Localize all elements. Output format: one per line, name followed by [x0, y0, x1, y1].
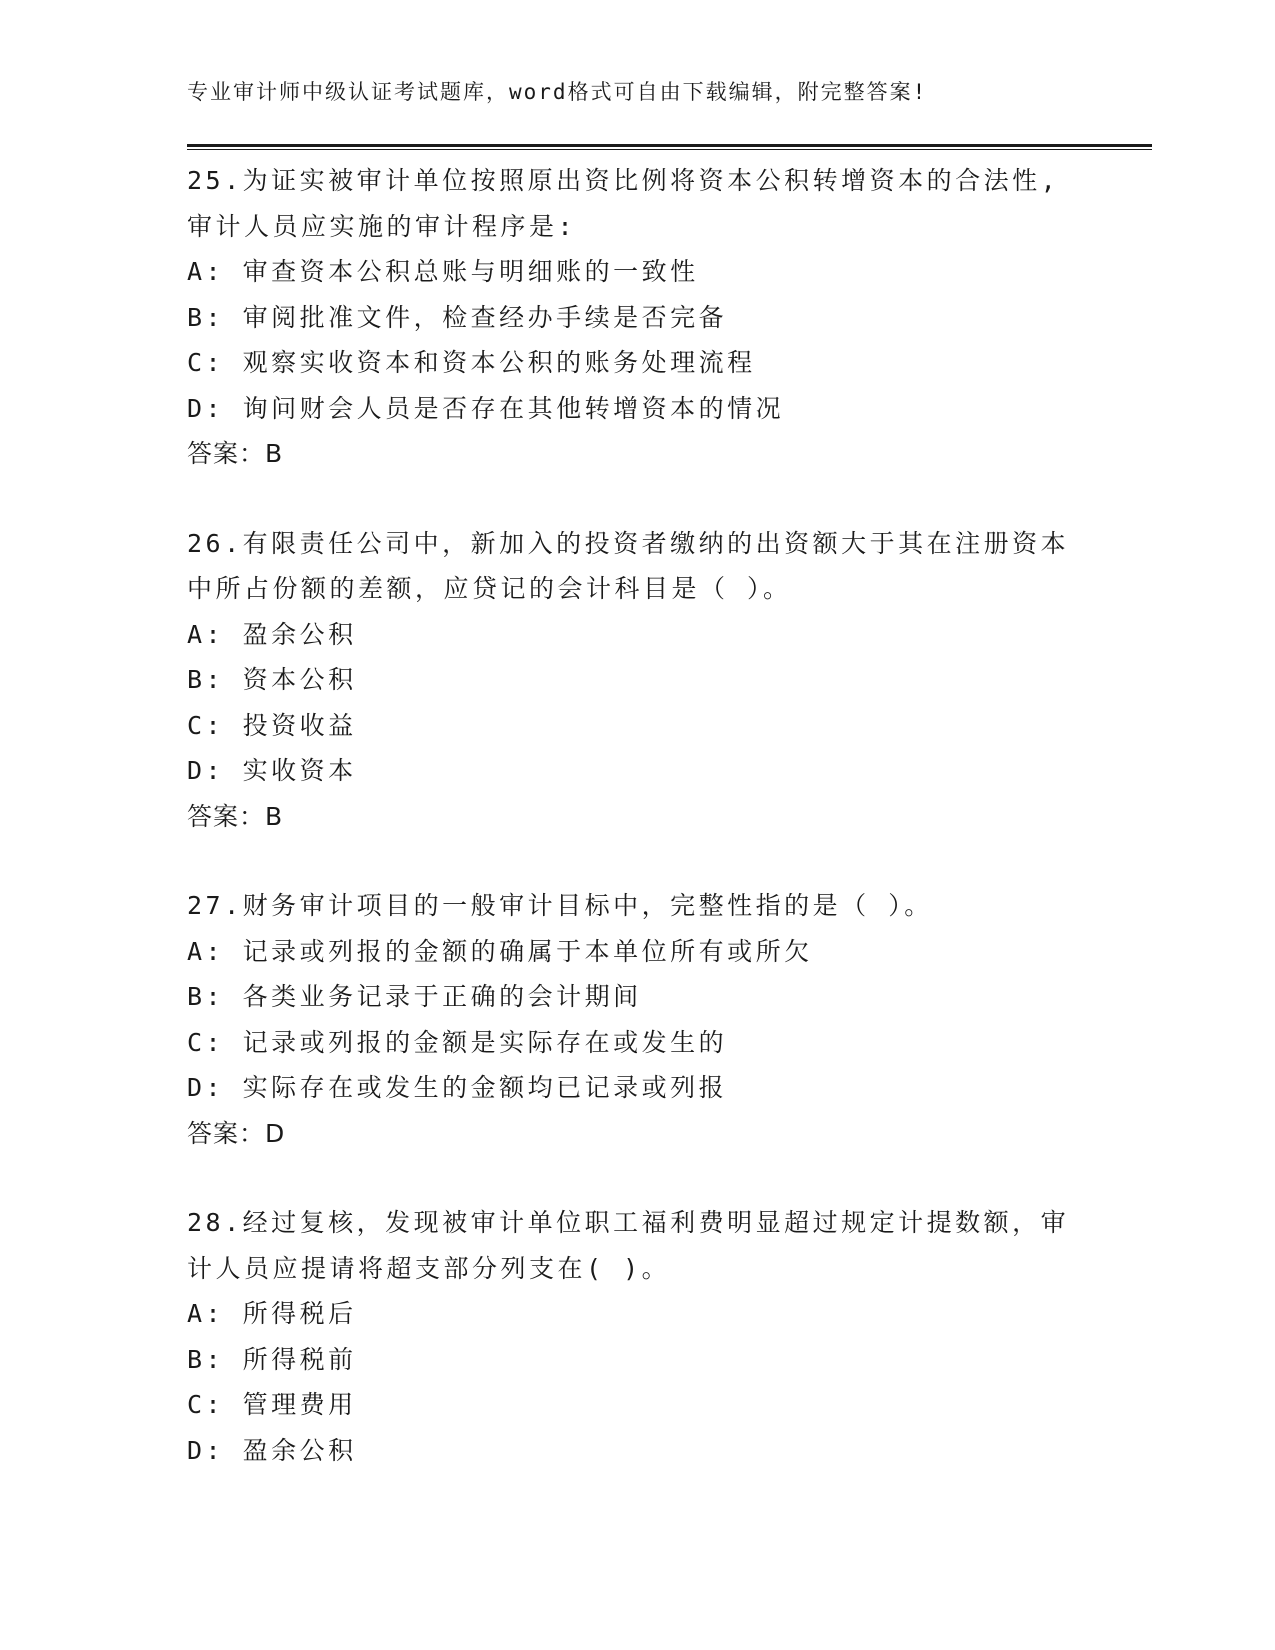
option-d: D: 询问财会人员是否存在其他转增资本的情况: [187, 393, 785, 423]
option-d: D: 实际存在或发生的金额均已记录或列报: [187, 1073, 728, 1102]
option-c: C: 观察实收资本和资本公积的账务处理流程: [187, 348, 756, 377]
option-a: A: 审查资本公积总账与明细账的一致性: [187, 257, 699, 286]
question-stem: 28.经过复核，发现被审计单位职工福利费明显超过规定计提数额，审: [187, 1208, 1070, 1237]
question-26: [187, 521, 1127, 840]
option-a: A: 盈余公积: [187, 619, 357, 649]
option-d: D: 实收资本: [187, 756, 357, 785]
question-stem: 27.财务审计项目的一般审计目标中，完整性指的是（ ）。: [187, 891, 933, 920]
question-25: [187, 158, 1127, 477]
page-header: 专业审计师中级认证考试题库，word格式可自由下载编辑，附完整答案!: [187, 80, 928, 104]
header-divider-thin: [187, 149, 1152, 150]
answer: 答案：B: [187, 801, 284, 831]
question-28: [187, 1200, 1127, 1473]
option-b: B: 资本公积: [187, 665, 357, 694]
question-stem: 25.为证实被审计单位按照原出资比例将资本公积转增资本的合法性,: [187, 166, 1060, 195]
option-b: B: 审阅批准文件，检查经办手续是否完备: [187, 302, 728, 332]
option-a: A: 记录或列报的金额的确属于本单位所有或所欠: [187, 936, 813, 966]
answer: 答案：B: [187, 439, 284, 468]
question-list: [187, 158, 1127, 1517]
question-stem: 中所占份额的差额，应贷记的会计科目是（ ）。: [187, 574, 792, 603]
option-c: C: 管理费用: [187, 1390, 357, 1419]
option-b: B: 所得税前: [187, 1344, 357, 1374]
option-d: D: 盈余公积: [187, 1435, 357, 1465]
question-stem: 计人员应提请将超支部分列支在( )。: [187, 1253, 671, 1283]
option-c: C: 记录或列报的金额是实际存在或发生的: [187, 1027, 728, 1057]
question-27: [187, 883, 1127, 1156]
option-b: B: 各类业务记录于正确的会计期间: [187, 982, 642, 1011]
option-a: A: 所得税后: [187, 1299, 357, 1328]
option-c: C: 投资收益: [187, 710, 357, 740]
header-divider-thick: [187, 144, 1152, 147]
question-stem: 审计人员应实施的审计程序是:: [187, 211, 577, 241]
answer: 答案：D: [187, 1118, 286, 1148]
question-stem: 26.有限责任公司中，新加入的投资者缴纳的出资额大于其在注册资本: [187, 528, 1070, 558]
